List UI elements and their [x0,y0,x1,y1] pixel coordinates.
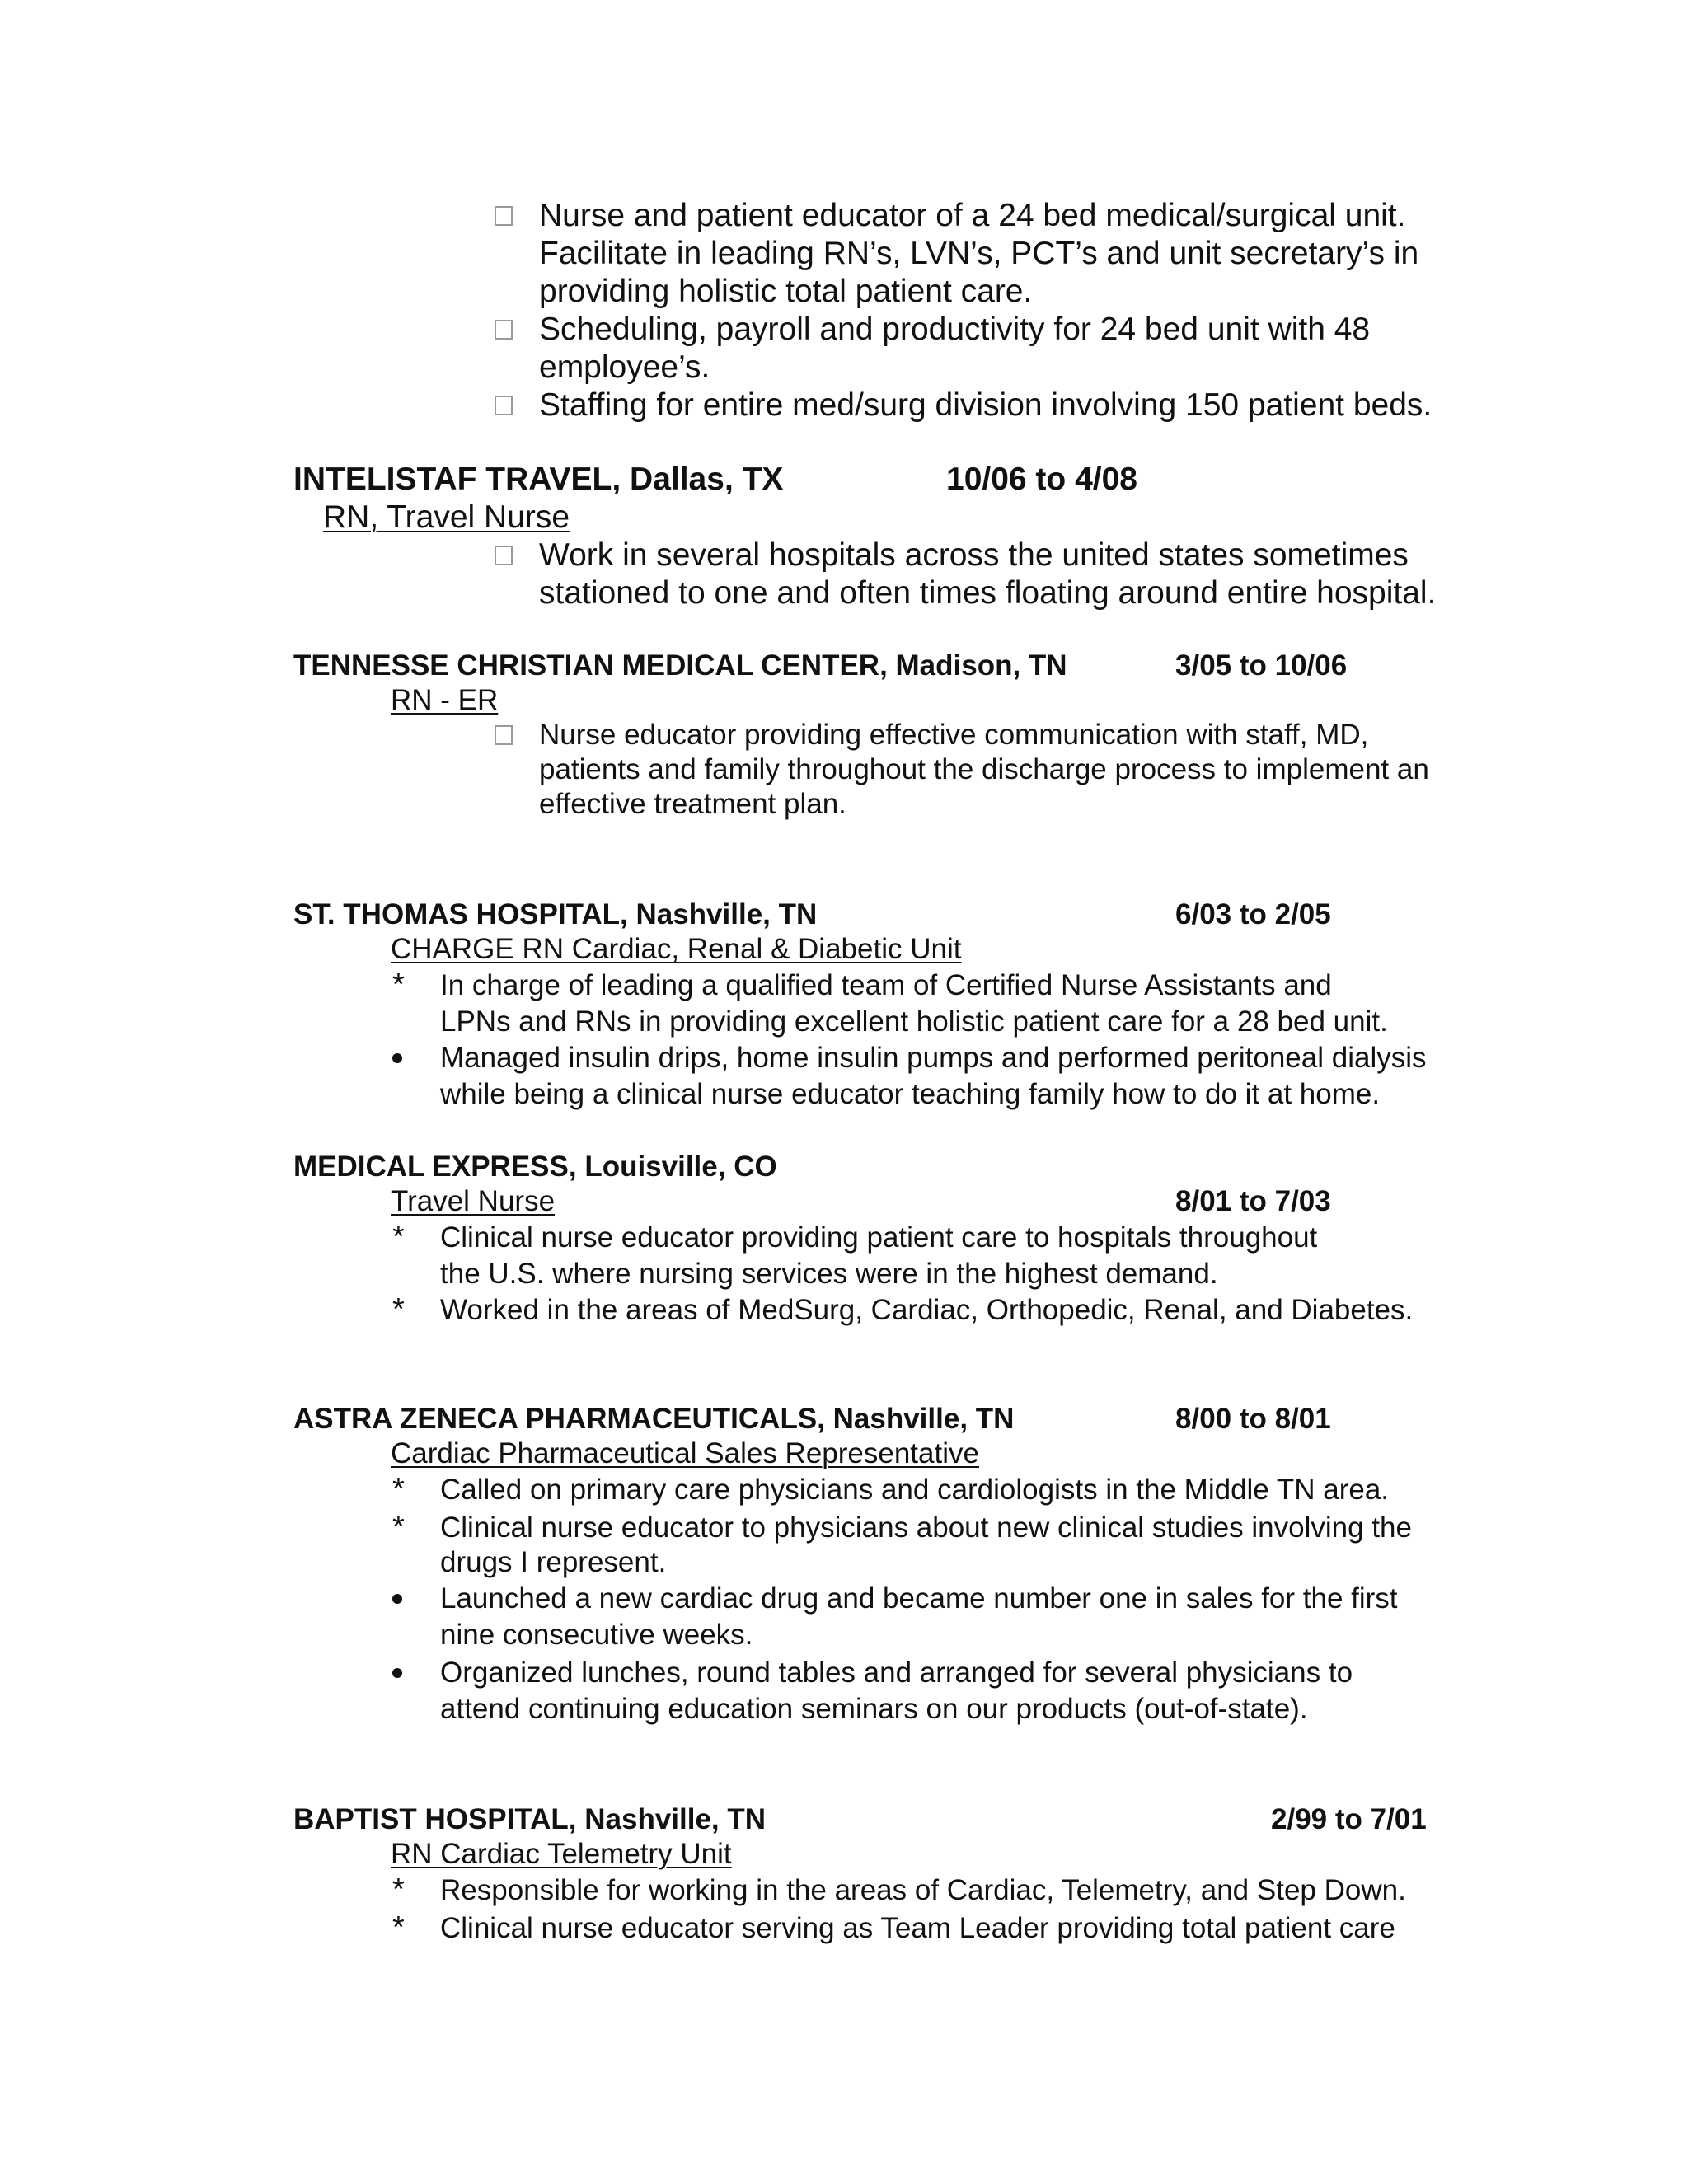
round-bullet-icon [392,1668,402,1678]
bullet-text: employee’s. [539,349,710,385]
job-heading: ST. THOMAS HOSPITAL, Nashville, TN [293,898,818,930]
job-dates: 10/06 to 4/08 [946,462,1137,497]
checkbox-bullet-icon [495,206,513,226]
checkbox-bullet-icon [495,320,513,340]
job-heading: INTELISTAF TRAVEL, Dallas, TX [293,462,784,497]
job-role: CHARGE RN Cardiac, Renal & Diabetic Unit [391,933,962,965]
asterisk-bullet-icon: * [392,1292,405,1327]
job-dates: 6/03 to 2/05 [1175,898,1331,930]
bullet-text: Clinical nurse educator to physicians about new clinical studies involving the [440,1511,1412,1544]
bullet-text: Launched a new cardiac drug and became number one in sales for the first [440,1582,1398,1615]
round-bullet-icon [392,1053,402,1063]
bullet-text: Facilitate in leading RN’s, LVN’s, PCT’s and unit secretary’s in [539,236,1419,271]
asterisk-bullet-icon: * [392,1472,405,1507]
bullet-text: nine consecutive weeks. [440,1619,753,1651]
bullet-text: Scheduling, payroll and productivity for 24 bed unit with 48 [539,312,1371,347]
checkbox-bullet-icon [495,396,513,415]
asterisk-bullet-icon: * [392,968,405,1002]
checkbox-bullet-icon [495,725,513,745]
asterisk-bullet-icon: * [392,1910,405,1945]
job-dates: 8/01 to 7/03 [1175,1185,1331,1217]
job-heading: TENNESSE CHRISTIAN MEDICAL CENTER, Madison, TN [293,649,1067,682]
bullet-text: providing holistic total patient care. [539,274,1033,309]
bullet-text: the U.S. where nursing services were in the highest demand. [440,1258,1218,1290]
job-heading: MEDICAL EXPRESS, Louisville, CO [293,1151,777,1183]
bullet-text: LPNs and RNs in providing excellent holistic patient care for a 28 bed unit. [440,1005,1388,1038]
checkbox-bullet-icon [495,546,513,565]
job-role: RN Cardiac Telemetry Unit [391,1838,732,1870]
bullet-text: Staffing for entire med/surg division involving 150 patient beds. [539,387,1432,423]
bullet-text: drugs I represent. [440,1546,667,1578]
job-role: Cardiac Pharmaceutical Sales Representative [391,1437,979,1469]
bullet-text: Nurse and patient educator of a 24 bed medical/surgical unit. [539,198,1406,233]
job-dates: 8/00 to 8/01 [1175,1403,1331,1435]
job-dates: 3/05 to 10/06 [1175,649,1348,682]
bullet-text: Clinical nurse educator providing patient care to hospitals throughout [440,1221,1318,1254]
job-heading: BAPTIST HOSPITAL, Nashville, TN [293,1803,767,1835]
job-role: RN - ER [391,684,499,716]
asterisk-bullet-icon: * [392,1872,405,1907]
bullet-text: stationed to one and often times floating around entire hospital. [539,575,1437,611]
bullet-text: Responsible for working in the areas of Cardiac, Telemetry, and Step Down. [440,1874,1406,1906]
asterisk-bullet-icon: * [392,1510,405,1544]
bullet-text: Work in several hospitals across the united states sometimes [539,537,1409,573]
asterisk-bullet-icon: * [392,1220,405,1254]
job-role: Travel Nurse [391,1185,556,1217]
bullet-text: Clinical nurse educator serving as Team Leader providing total patient care [440,1912,1395,1944]
bullet-text: while being a clinical nurse educator teaching family how to do it at home. [440,1078,1381,1110]
bullet-text: Nurse educator providing effective communication with staff, MD, [539,719,1369,751]
bullet-text: Organized lunches, round tables and arranged for several physicians to [440,1657,1353,1689]
bullet-text: effective treatment plan. [539,788,846,820]
bullet-text: Called on primary care physicians and cardiologists in the Middle TN area. [440,1474,1390,1506]
bullet-text: patients and family throughout the discharge process to implement an [539,753,1429,785]
bullet-text: Managed insulin drips, home insulin pumps and performed peritoneal dialysis [440,1042,1427,1074]
job-heading: ASTRA ZENECA PHARMACEUTICALS, Nashville, TN [293,1403,1015,1435]
bullet-text: Worked in the areas of MedSurg, Cardiac, Orthopedic, Renal, and Diabetes. [440,1294,1414,1326]
bullet-text: In charge of leading a qualified team of Certified Nurse Assistants and [440,969,1332,1001]
job-dates: 2/99 to 7/01 [1271,1803,1427,1835]
job-role: RN, Travel Nurse [323,499,570,535]
bullet-text: attend continuing education seminars on our products (out-of-state). [440,1693,1308,1725]
round-bullet-icon [392,1594,402,1604]
